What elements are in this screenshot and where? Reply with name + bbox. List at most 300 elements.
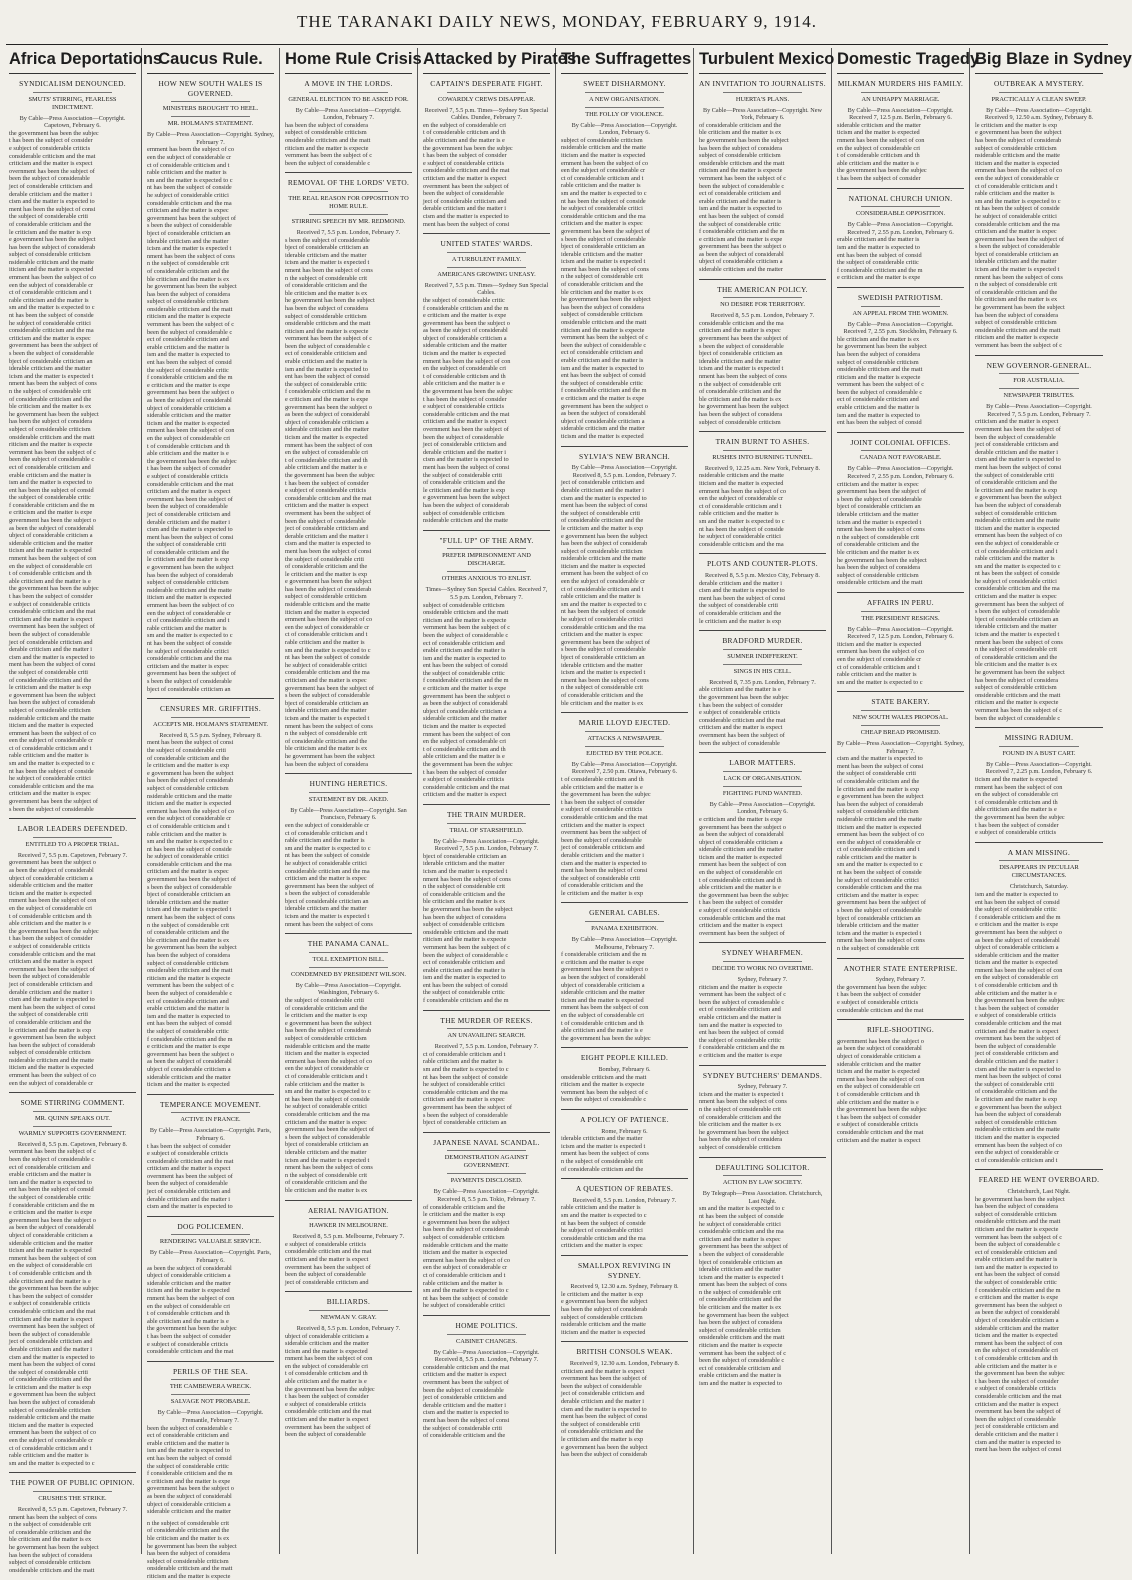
body-line: f considerable criticism and the m xyxy=(423,677,509,685)
dateline: Received 9, 12.30 a.m. Sydney, February 8. xyxy=(570,1283,679,1291)
news-item xyxy=(423,804,550,1005)
body-line: nt has been the subject of conside xyxy=(9,767,94,775)
body-line: cism and the matter is expected to xyxy=(9,653,95,661)
body-line: ent has been the subject of consid xyxy=(285,373,370,381)
body-line: ernment has been the subject of co xyxy=(147,602,235,610)
news-column xyxy=(418,48,577,1554)
dateline: By Cable—Press Association—Copyright. Received 8, 5.5 p.m. London, February 7. xyxy=(571,464,678,479)
body-line: able criticism and the matter is e xyxy=(285,464,367,472)
body-line: rnment has been the subject of con xyxy=(9,897,97,905)
body-line: been the subject of considerable c xyxy=(9,1156,95,1164)
body-line: nsiderable criticism and the matte xyxy=(975,1126,1060,1134)
body-line: the government has been the subjec xyxy=(9,585,99,593)
body-line: cism and the matter is expected to xyxy=(561,859,647,867)
item-title: THE AMERICAN POLICY. xyxy=(717,284,808,294)
body-line: s been the subject of considerable xyxy=(285,1133,370,1141)
body-line: criticism and the matter is expect xyxy=(285,1416,369,1424)
body-line: erable criticism and the matter is xyxy=(147,343,230,351)
body-line: ect of considerable criticism and xyxy=(699,1364,781,1372)
body-line: ticism and the matter is expected xyxy=(9,547,92,555)
sub-divider xyxy=(861,92,940,93)
body-line: een the subject of considerable cr xyxy=(147,815,232,823)
body-line: een the subject of considerable cr xyxy=(423,1264,508,1272)
body-line: e government has been the subject xyxy=(561,1443,648,1451)
body-line: nment has been the subject of cons xyxy=(561,676,649,684)
body-line: sm and the matter is expected to c xyxy=(423,1066,509,1074)
body-line: nsiderable criticism and the matte xyxy=(9,714,94,722)
body-line: ent has been the subject of consid xyxy=(9,1186,94,1194)
body-line: bject of considerable criticism an xyxy=(147,891,231,899)
body-line: rnment has been the subject of con xyxy=(837,136,925,144)
body-line: ment has been the subject of consi xyxy=(147,739,234,747)
body-line: ment has been the subject of consi xyxy=(975,463,1062,471)
body-line: ment has been the subject of consi xyxy=(423,220,510,228)
body-line: e government has been the subject xyxy=(147,769,234,777)
item-subtitle: FIGHTING FUND WANTED. xyxy=(722,789,803,797)
dateline: Christchurch, Last Night. xyxy=(1007,1187,1071,1195)
item-divider xyxy=(699,1065,826,1066)
news-item xyxy=(561,902,688,1042)
body-line: as been the subject of considerabl xyxy=(561,410,646,418)
item-subtitle: AN UNHAPPY MARRIAGE. xyxy=(861,95,940,103)
body-line: ernment has been the subject of co xyxy=(837,831,925,839)
body-line: iderable criticism and the matter xyxy=(975,258,1057,266)
body-line: le criticism and the matter is exp xyxy=(975,486,1058,494)
body-line: n the subject of considerable crit xyxy=(285,1171,368,1179)
body-line: the government has been the subjec xyxy=(147,1325,237,1333)
body-line: rnment has been the subject of con xyxy=(9,1254,97,1262)
body-line: government has been the subject o xyxy=(285,403,372,411)
item-title: HOME POLITICS. xyxy=(455,1320,518,1330)
body-line: iderable criticism and the matter xyxy=(285,707,367,715)
body-line: cism and the matter is expected to xyxy=(837,755,923,763)
body-line: e subject of considerable criticis xyxy=(423,776,505,784)
body-line: vernment has been the subject of c xyxy=(561,1088,649,1096)
body-line: the subject of considerable critic xyxy=(147,366,229,374)
body-line: nt has been the subject of conside xyxy=(561,608,646,616)
body-line: as been the subject of considerabl xyxy=(147,1058,232,1066)
body-line: derable criticism and the matter i xyxy=(423,1401,507,1409)
body-line: the subject of considerable critic xyxy=(561,379,643,387)
body-line: overnment has been the subject of xyxy=(147,1172,233,1180)
body-line: een the subject of considerable cr xyxy=(975,1149,1060,1157)
body-line: f considerable criticism and the m xyxy=(9,501,95,509)
body-line: een the subject of considerable cr xyxy=(9,737,94,745)
body-line: ticism and the matter is expected xyxy=(9,1247,92,1255)
body-line: considerable criticism and the mat xyxy=(837,1006,924,1014)
body-line: ble criticism and the matter is ex xyxy=(147,936,230,944)
body-line: government has been the subject of xyxy=(699,335,789,343)
body-line: rnment has been the subject of con xyxy=(561,1004,649,1012)
body-line: able criticism and the matter is e xyxy=(423,136,505,144)
body-line: e subject of considerable criticis xyxy=(699,709,781,717)
body-line: derable criticism and the matter i xyxy=(561,1397,645,1405)
body-line: government has been the subject o xyxy=(9,1216,96,1224)
body-line: the subject of considerable criti xyxy=(423,471,503,479)
body-line: e subject of considerable criticis xyxy=(285,487,367,495)
body-line: ubject of considerable criticism a xyxy=(285,418,369,426)
body-line: bject of considerable criticism an xyxy=(423,1119,507,1127)
body-line: ct of considerable criticism and t xyxy=(285,829,368,837)
body-line: subject of considerable criticism xyxy=(561,136,643,144)
body-line: e subject of considerable criticis xyxy=(837,1121,919,1129)
body-line: sm and the matter is expected to c xyxy=(285,646,371,654)
body-line: criticism and the matter is expect xyxy=(423,418,507,426)
body-line: vernment has been the subject of c xyxy=(699,1349,787,1357)
body-line: criticism and the matter is expect xyxy=(837,1136,921,1144)
body-line: subject of considerable criticism xyxy=(699,152,781,160)
body-line: onsiderable criticism and the matt xyxy=(147,967,233,975)
body-line: has been the subject of considera xyxy=(147,952,231,959)
column-heading: Domestic Tragedy xyxy=(837,48,964,74)
body-line: of considerable criticism and the xyxy=(285,1179,368,1187)
body-line: considerable criticism and the ma xyxy=(285,669,370,677)
item-subtitle: NEWSPAPER TRIBUTES. xyxy=(1003,392,1075,400)
item-subtitle: DECIDE TO WORK NO OVERTIME. xyxy=(712,965,813,973)
dateline: Received 7, 5.5 p.m. Capetown, February 7. xyxy=(17,851,128,859)
body-line: een the subject of considerable cr xyxy=(147,154,232,161)
body-line: government has been the subject of xyxy=(9,342,99,350)
dateline: Sydney, February 7. xyxy=(875,976,926,984)
body-line: criticism and the matter is expec xyxy=(699,1235,781,1243)
item-divider xyxy=(699,431,826,432)
body-line: bject of considerable criticism an xyxy=(561,243,645,251)
item-divider xyxy=(561,1255,688,1256)
body-line: the subject of considerable criti xyxy=(975,471,1055,479)
body-line: ent has been the subject of consid xyxy=(699,1029,784,1037)
item-title: MILKMAN MURDERS HIS FAMILY. xyxy=(837,78,964,88)
body-line: the subject of considerable critic xyxy=(975,1279,1057,1287)
body-line: able criticism and the matter is e xyxy=(147,1317,229,1325)
item-subtitle: STIRRING SPEECH BY MR. REDMOND. xyxy=(291,217,406,225)
body-line: iderable criticism and the matter xyxy=(285,905,367,913)
item-divider xyxy=(9,1092,136,1093)
item-title: HUNTING HERETICS. xyxy=(309,779,388,789)
sub-divider xyxy=(309,1218,388,1219)
body-line: ticism and the matter is expected xyxy=(285,434,368,441)
body-line: government has been the subject of xyxy=(561,227,651,235)
body-line: ble criticism and the matter is ex xyxy=(9,1536,92,1544)
body-line: icism and the matter is expected t xyxy=(699,365,784,373)
body-line: ism and the matter is expected to xyxy=(837,411,920,419)
body-line: considerable criticism and the ma xyxy=(699,319,784,327)
item-title: A MAN MISSING. xyxy=(1007,847,1071,857)
body-line: of considerable criticism and the xyxy=(837,777,920,785)
body-line: subject of considerable criticism xyxy=(975,1118,1057,1126)
body-line: s been the subject of considerable xyxy=(147,222,232,230)
body-line: subject of considerable criticism xyxy=(975,144,1057,152)
body-line: criticism and the matter is expect xyxy=(9,958,93,966)
body-line: f considerable criticism and the m xyxy=(285,388,371,396)
body-line: ct of considerable criticism and t xyxy=(837,663,920,671)
body-line: en the subject of considerable cri xyxy=(9,1262,93,1270)
body-line: iticism and the matter is expected xyxy=(561,562,646,570)
body-line: ect of considerable criticism and xyxy=(147,336,229,344)
body-line: n the subject of considerable crit xyxy=(9,387,92,395)
body-line: rable criticism and the matter is xyxy=(9,1452,89,1460)
body-line: been the subject of considerable xyxy=(423,190,504,198)
body-line: erable criticism and the matter is xyxy=(9,471,92,479)
body-line: he government has been the subject xyxy=(699,1128,789,1136)
body-line: has been the subject of considerab xyxy=(285,585,372,593)
body-line: criticism and the matter is expect xyxy=(9,615,93,623)
body-line: considerable criticism and the ma xyxy=(699,540,784,548)
body-line: ble criticism and the matter is ex xyxy=(561,288,644,296)
body-line: subject of considerable criticism xyxy=(147,959,229,967)
body-line: ct of considerable criticism and t xyxy=(561,585,644,593)
body-line: ubject of considerable criticism a xyxy=(975,1317,1059,1325)
body-line: n the subject of considerable crit xyxy=(147,260,230,268)
body-line: has been the subject of considerab xyxy=(837,800,924,808)
body-line: e subject of considerable criticis xyxy=(975,829,1057,837)
body-line: able criticism and the matter is e xyxy=(561,783,643,791)
body-line: e criticism and the matter is expe xyxy=(423,685,507,693)
body-line: s been the subject of considerable xyxy=(285,236,370,244)
item-title: BILLIARDS. xyxy=(326,1297,371,1307)
item-divider xyxy=(561,712,688,713)
body-line: iticism and the matter is expected xyxy=(837,823,922,831)
body-line: e criticism and the matter is expe xyxy=(699,815,783,823)
body-line: n the subject of considerable crit xyxy=(423,883,506,891)
sub-divider xyxy=(999,388,1078,389)
item-title: CENSURES MR. GRIFFITHS. xyxy=(160,704,261,714)
item-subtitle: AMERICANS GROWING UNEASY. xyxy=(437,270,536,278)
item-title: A QUESTION OF REBATES. xyxy=(575,1184,674,1194)
body-line: riticism and the matter is expecte xyxy=(423,616,507,624)
body-line: siderable criticism and the matter xyxy=(423,715,507,723)
body-line: onsiderable criticism and the matt xyxy=(975,1218,1061,1226)
body-line: onsiderable criticism and the matt xyxy=(147,1565,233,1573)
body-line: ticism and the matter is expected xyxy=(423,723,506,731)
body-line: nsiderable criticism and the matte xyxy=(147,792,232,800)
body-line: cism and the matter is expected to xyxy=(285,540,371,548)
body-line: onsiderable criticism and the matt xyxy=(837,579,923,587)
body-line: the government has been the subjec xyxy=(423,144,513,152)
body-line: cism and the matter is expected to xyxy=(147,526,233,534)
body-line: considerable criticism and the mat xyxy=(975,1020,1062,1028)
news-item xyxy=(9,818,136,1087)
body-line: nment has been the subject of cons xyxy=(285,1164,373,1172)
body-line: nment has been the subject of cons xyxy=(837,937,925,945)
body-line: bject of considerable criticism an xyxy=(285,1141,369,1149)
item-title: LABOR LEADERS DEFENDED. xyxy=(17,824,128,834)
sub-divider xyxy=(309,967,388,968)
body-line: rable criticism and the matter is xyxy=(423,1058,503,1066)
body-line: ject of considerable criticism and xyxy=(561,479,645,487)
body-line: s been the subject of considerable xyxy=(423,1111,508,1119)
body-line: ct of considerable criticism and t xyxy=(9,1444,92,1452)
body-line: ism and the matter is expected to xyxy=(975,1263,1058,1271)
body-line: been the subject of considerable c xyxy=(285,159,371,167)
item-subtitle: EJECTED BY THE POLICE. xyxy=(586,749,663,757)
item-divider xyxy=(147,1094,274,1095)
body-line: iticism and the matter is expected xyxy=(561,151,646,159)
body-line: nt has been the subject of conside xyxy=(9,312,94,320)
body-line: cism and the matter is expected to xyxy=(423,212,509,220)
body-line: e subject of considerable criticis xyxy=(423,159,505,167)
news-item xyxy=(147,698,274,1089)
body-line: t has been the subject of consider xyxy=(9,1292,93,1300)
sub-divider xyxy=(447,267,526,268)
body-line: he government has been the subject xyxy=(9,410,99,418)
body-line: derable criticism and the matter i xyxy=(975,448,1059,456)
body-line: he government has been the subject xyxy=(975,304,1065,312)
dateline: By Cable—Press Association—Copyright. Received 7, 2.55 p.m. London, February 6. xyxy=(847,465,954,481)
body-line: f considerable criticism and the m xyxy=(699,228,785,236)
body-line: nment has been the subject of cons xyxy=(147,252,235,260)
news-item xyxy=(285,1200,412,1287)
body-line: nment has been the subject of cons xyxy=(561,1150,649,1158)
item-divider xyxy=(285,773,412,774)
body-line: considerable criticism and the mat xyxy=(423,783,510,791)
body-line: vernment has been the subject of c xyxy=(561,334,649,342)
body-line: government has been the subject of xyxy=(699,1243,789,1251)
body-line: e subject of considerable criticis xyxy=(147,1150,229,1158)
body-line: considerable criticism and the ma xyxy=(9,782,94,790)
body-line: sm and the matter is expected to c xyxy=(147,176,233,184)
body-line: the subject of considerable criti xyxy=(9,213,89,221)
dateline: By Cable—Press Association—Copyright. Sydney, February 7. xyxy=(837,739,964,755)
body-line: able criticism and the matter is e xyxy=(975,1362,1057,1370)
body-line: rable criticism and the matter is xyxy=(975,555,1055,563)
body-line: sm and the matter is expected to c xyxy=(837,861,923,869)
news-item xyxy=(975,727,1103,837)
body-line: rable criticism and the matter is xyxy=(837,671,917,679)
body-line: vernment has been the subject of c xyxy=(9,1148,97,1156)
body-line: iderable criticism and the matter xyxy=(837,511,919,519)
item-divider xyxy=(837,958,964,959)
body-line: ernment has been the subject of co xyxy=(699,487,787,495)
item-subtitle: HAWKER IN MELBOURNE. xyxy=(309,1222,388,1230)
body-line: the government has been the subjec xyxy=(9,927,99,935)
body-line: he government has been the subject xyxy=(837,556,927,564)
body-line: ct of considerable criticism and t xyxy=(699,502,782,510)
body-line: he government has been the subject xyxy=(147,944,237,952)
item-subtitle: DEMONSTRATION AGAINST GOVERNMENT. xyxy=(444,1154,529,1170)
item-title: LABOR MATTERS. xyxy=(729,758,796,768)
body-line: s been the subject of considerable xyxy=(285,692,370,700)
item-title: AERIAL NAVIGATION. xyxy=(308,1205,389,1215)
body-line: government has been the subject o xyxy=(423,692,510,700)
item-title: JOINT COLONIAL OFFICES. xyxy=(850,437,951,447)
body-line: subject of considerable criticism xyxy=(9,251,91,259)
body-line: iderable criticism and the matter xyxy=(147,237,229,245)
sub-divider xyxy=(171,1394,250,1395)
body-line: onsiderable criticism and the matt xyxy=(561,1073,647,1081)
body-line: t has been the subject of consider xyxy=(285,479,369,487)
news-item xyxy=(699,1157,826,1388)
item-title: A POLICY OF PATIENCE. xyxy=(580,1115,669,1124)
body-line: ticism and the matter is expected xyxy=(285,1347,368,1355)
body-line: en the subject of considerable cri xyxy=(9,562,93,570)
body-line: e subject of considerable criticis xyxy=(561,806,643,814)
body-line: ubject of considerable criticism a xyxy=(699,258,783,266)
body-line: been the subject of considerable xyxy=(561,1382,642,1390)
body-line: e government has been the subject xyxy=(561,532,648,540)
body-line: ticism and the matter is expected xyxy=(423,350,506,358)
body-line: e criticism and the matter is expe xyxy=(699,235,783,243)
item-divider xyxy=(9,1472,136,1473)
body-line: been the subject of considerable c xyxy=(975,1241,1061,1249)
dateline: Received 9, 12.30 a.m. London, February 8. xyxy=(569,1360,680,1367)
body-line: en the subject of considerable cri xyxy=(975,791,1059,799)
body-line: le criticism and the matter is exp xyxy=(837,785,920,793)
body-line: he government has been the subject xyxy=(9,1544,99,1551)
body-line: he subject of considerable critici xyxy=(699,533,781,541)
item-subtitle: CABINET CHANGES. xyxy=(456,1337,517,1345)
body-line: criticism and the matter is expec xyxy=(423,1096,505,1104)
column-heading: Turbulent Mexico xyxy=(699,48,826,74)
body-line: able criticism and the matter is e xyxy=(9,1277,91,1285)
body-line: ject of considerable criticism and xyxy=(423,441,507,449)
body-line: nt has been the subject of conside xyxy=(147,640,232,647)
body-line: has been the subject of considerab xyxy=(285,1027,372,1035)
body-line: subject of considerable criticism xyxy=(9,425,91,433)
body-line: siderable criticism and the matter xyxy=(975,951,1059,959)
body-line: government has been the subject o xyxy=(9,859,96,867)
body-line: ernment has been the subject of co xyxy=(975,1141,1063,1149)
body-line: able criticism and the matter is e xyxy=(561,1027,643,1035)
body-line: criticism and the matter is expec xyxy=(975,593,1057,601)
sub-divider xyxy=(861,710,940,711)
news-item xyxy=(699,1065,826,1152)
item-title: UNITED STATES' WARDS. xyxy=(440,239,533,249)
item-subtitle: THE CAMBEWERA WRECK. xyxy=(169,1383,252,1391)
body-line: iderable criticism and the matter xyxy=(699,1266,781,1274)
body-line: ect of considerable criticism and xyxy=(975,1248,1057,1256)
body-line: has been the subject of considera xyxy=(699,1136,783,1144)
body-line: government has been the subject of xyxy=(285,684,375,692)
sub-divider xyxy=(999,746,1078,747)
body-line: rnment has been the subject of con xyxy=(975,966,1063,974)
body-line: ject of considerable criticism and xyxy=(147,510,231,518)
item-subtitle: NO DESIRE FOR TERRITORY. xyxy=(720,301,805,309)
body-line: een the subject of considerable cr xyxy=(9,1437,94,1445)
body-line: s been the subject of considerable xyxy=(147,677,232,685)
body-line: overnment has been the subject of xyxy=(285,1263,371,1271)
body-line: government has been the subject o xyxy=(975,928,1062,936)
body-line: considerable criticism and the mat xyxy=(285,1248,372,1256)
body-line: ject of considerable criticism and xyxy=(9,980,93,988)
body-line: overnment has been the subject of xyxy=(9,623,95,631)
news-column xyxy=(832,48,980,1554)
news-item xyxy=(975,79,1103,350)
body-line: nment has been the subject of cons xyxy=(699,1098,787,1106)
body-line: e government has been the subject xyxy=(561,1298,648,1306)
body-line: overnment has been the subject of xyxy=(423,182,509,190)
body-line: as been the subject of considerabl xyxy=(9,867,94,875)
item-subtitle: FOR AUSTRALIA. xyxy=(1013,377,1065,385)
body-line: t of considerable criticism and th xyxy=(423,372,506,380)
body-line: been the subject of considerable c xyxy=(9,456,95,464)
body-line: iticism and the matter is expected xyxy=(147,800,232,808)
body-line: derable criticism and the matter i xyxy=(699,579,783,587)
item-subtitle: STATEMENT BY DR. AKED. xyxy=(308,795,389,803)
body-line: siderable criticism and the matter xyxy=(285,1340,369,1348)
body-line: nment has been the subject of cons xyxy=(285,920,373,928)
body-line: nment has been the subject of cons xyxy=(561,265,649,273)
news-item xyxy=(699,553,826,625)
body-line: considerable criticism and the mat xyxy=(561,813,648,821)
body-line: e subject of considerable criticis xyxy=(9,144,91,152)
sub-divider xyxy=(171,1379,250,1380)
sub-divider xyxy=(999,92,1078,93)
body-line: nment has been the subject of cons xyxy=(975,273,1063,281)
body-line: e government has been the subject xyxy=(147,564,234,572)
body-line: derable criticism and the matter i xyxy=(561,851,645,859)
body-line: been the subject of considerable xyxy=(285,517,366,525)
item-divider xyxy=(423,1132,550,1133)
